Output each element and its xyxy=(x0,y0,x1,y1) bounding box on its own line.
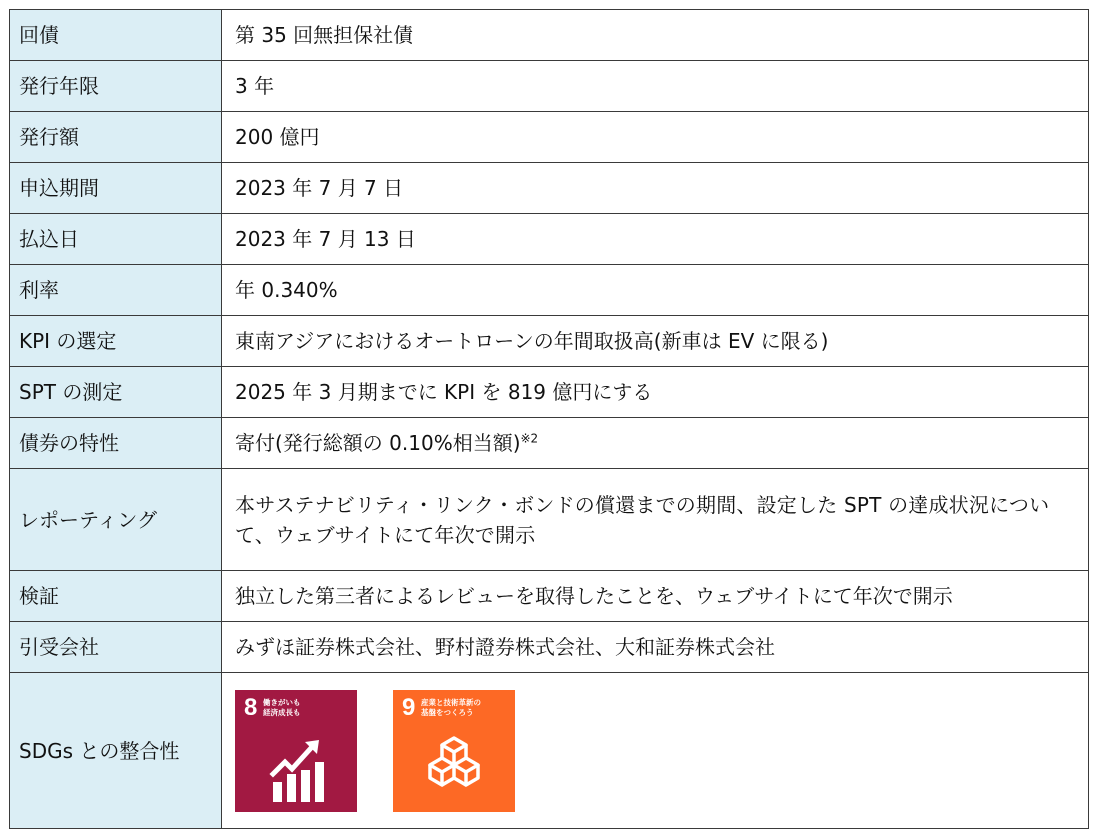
row-label: 検証 xyxy=(10,571,222,622)
row-label: 債券の特性 xyxy=(10,418,222,469)
table-row xyxy=(10,673,1089,829)
row-label: 引受会社 xyxy=(10,622,222,673)
row-label: 申込期間 xyxy=(10,163,222,214)
row-value: 独立した第三者によるレビューを取得したことを、ウェブサイトにて年次で開示 xyxy=(222,571,1089,622)
sdg-icons xyxy=(235,690,1078,812)
row-label: SPT の測定 xyxy=(10,367,222,418)
sdg-number: 8 xyxy=(244,693,258,721)
sdg-goal-8-icon xyxy=(235,690,357,812)
cubes-icon xyxy=(393,690,515,812)
row-value: 3 年 xyxy=(222,61,1089,112)
table-row xyxy=(10,622,1089,673)
table-row xyxy=(10,571,1089,622)
table-row xyxy=(10,163,1089,214)
row-label: 払込日 xyxy=(10,214,222,265)
table-row xyxy=(10,10,1089,61)
footnote-marker: ※2 xyxy=(520,431,539,446)
table-row xyxy=(10,469,1089,571)
row-value-text: 寄付(発行総額の 0.10%相当額) xyxy=(235,431,521,455)
row-label: 発行年限 xyxy=(10,61,222,112)
row-value: 2023 年 7 月 13 日 xyxy=(222,214,1089,265)
sdg-title: 働きがいも 経済成長も xyxy=(263,697,301,717)
row-value: みずほ証券株式会社、野村證券株式会社、大和証券株式会社 xyxy=(222,622,1089,673)
row-label: レポーティング xyxy=(10,469,222,571)
sdg-title: 産業と技術革新の 基盤をつくろう xyxy=(421,697,481,717)
sdg-number: 9 xyxy=(402,693,416,721)
table-row xyxy=(10,214,1089,265)
table-row xyxy=(10,418,1089,469)
sdg-icons-cell xyxy=(222,673,1089,829)
row-label: 回債 xyxy=(10,10,222,61)
table-row xyxy=(10,61,1089,112)
row-value: 2025 年 3 月期までに KPI を 819 億円にする xyxy=(222,367,1089,418)
row-value: 東南アジアにおけるオートローンの年間取扱高(新車は EV に限る) xyxy=(222,316,1089,367)
sdg-goal-9-icon xyxy=(393,690,515,812)
table-row xyxy=(10,316,1089,367)
bond-spec-table xyxy=(9,9,1089,829)
row-label: 発行額 xyxy=(10,112,222,163)
table-row xyxy=(10,367,1089,418)
row-value: 本サステナビリティ・リンク・ボンドの償還までの期間、設定した SPT の達成状況について、ウェブサイトにて年次で開示 xyxy=(222,469,1089,571)
row-value xyxy=(222,418,1089,469)
row-value: 200 億円 xyxy=(222,112,1089,163)
row-label: KPI の選定 xyxy=(10,316,222,367)
growth-chart-icon xyxy=(235,690,357,812)
row-value: 2023 年 7 月 7 日 xyxy=(222,163,1089,214)
row-label: SDGs との整合性 xyxy=(10,673,222,829)
row-value: 第 35 回無担保社債 xyxy=(222,10,1089,61)
table-row xyxy=(10,112,1089,163)
row-label: 利率 xyxy=(10,265,222,316)
table-row xyxy=(10,265,1089,316)
row-value: 年 0.340% xyxy=(222,265,1089,316)
